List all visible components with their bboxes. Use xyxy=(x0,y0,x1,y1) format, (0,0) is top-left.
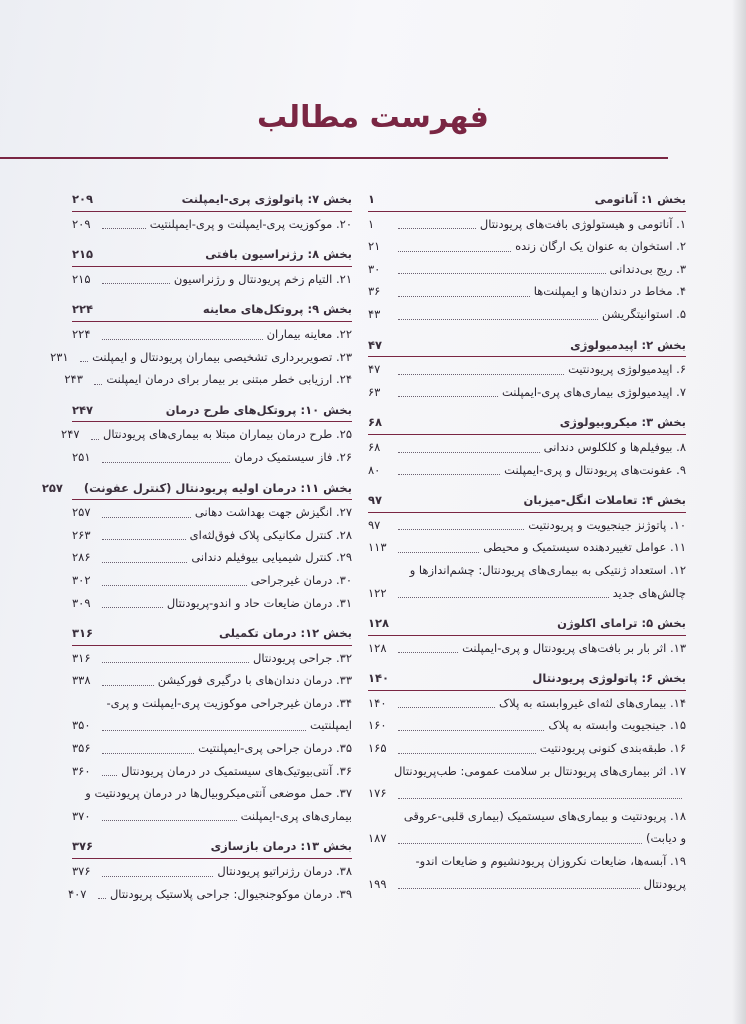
section-title: بخش ۱۱: درمان اولیه پریودنتال (کنترل عفونت) xyxy=(83,480,352,495)
section-title: بخش ۳: میکروبیولوژی xyxy=(559,415,686,430)
title-underline xyxy=(0,157,668,159)
page-number: ۱۲۸ xyxy=(368,640,387,655)
toc-entry-text: ۳۷. حمل موضعی آنتی‌میکروبیال‌ها در درمان پریودنتیت و xyxy=(85,786,352,801)
section-title: بخش ۱۳: درمان بازسازی xyxy=(210,839,352,854)
toc-entry-line xyxy=(368,760,686,783)
toc-entry[interactable] xyxy=(72,569,352,592)
page-number: ۱ xyxy=(368,192,376,206)
toc-entry-text: ۲۸. کنترل مکانیکی پلاک فوق‌لثه‌ای xyxy=(189,527,352,542)
toc-entry[interactable] xyxy=(67,883,352,906)
toc-entry-text: ۲۹. کنترل شیمیایی بیوفیلم دندانی xyxy=(191,550,352,565)
page-number: ۴۷ xyxy=(368,337,383,352)
section-spacer xyxy=(368,659,686,667)
page-number: ۳۷۶ xyxy=(72,839,94,854)
page-number: ۱۲۲ xyxy=(368,585,387,600)
leader-dots xyxy=(102,517,191,518)
toc-section-heading[interactable] xyxy=(72,622,352,646)
toc-section-heading[interactable] xyxy=(368,612,686,636)
page-number: ۱۶۵ xyxy=(368,741,387,756)
toc-entry-text: ۳۸. درمان رژنراتیو پریودنتال xyxy=(217,864,352,879)
toc-entry[interactable] xyxy=(72,323,352,346)
page-number: ۳۷۰ xyxy=(72,808,91,823)
toc-entry[interactable] xyxy=(368,827,686,850)
section-spacer xyxy=(72,827,352,835)
page-number: ۹۷ xyxy=(368,517,381,532)
leader-dots xyxy=(398,296,530,297)
toc-entry-text: ۳۲. جراحی پریودنتال xyxy=(252,650,352,665)
toc-entry-text: ۲۵. طرح درمان بیماران مبتلا به بیماری‌های پریودنتال xyxy=(103,427,352,442)
leader-dots xyxy=(102,775,117,776)
toc-entry[interactable] xyxy=(368,582,686,605)
page-number: ۱۱۳ xyxy=(368,540,387,555)
toc-entry[interactable] xyxy=(72,524,352,547)
toc-entry-text: ۳۳. درمان دندان‌های با درگیری فورکیشن xyxy=(157,673,352,688)
leader-dots xyxy=(398,251,511,252)
page-number: ۳۵۶ xyxy=(72,741,91,756)
toc-entry[interactable] xyxy=(72,805,352,828)
toc-section-heading[interactable] xyxy=(72,298,352,322)
section-spacer xyxy=(368,481,686,489)
leader-dots xyxy=(398,753,536,754)
toc-entry[interactable] xyxy=(368,459,686,482)
page-number: ۲۱ xyxy=(368,239,381,254)
toc-section-heading[interactable] xyxy=(368,411,686,435)
section-title: بخش ۶: پاتولوژی پریودنتال xyxy=(532,671,686,686)
leader-dots xyxy=(102,283,170,284)
toc-entry[interactable] xyxy=(64,368,352,391)
toc-entry-text: ۱۸. پریودنتیت و بیماری‌های سیستمیک (بیماری قلبی-عروقی xyxy=(403,808,686,823)
leader-dots xyxy=(102,585,247,586)
toc-entry[interactable] xyxy=(368,536,686,559)
toc-entry-text: ۱۴. بیماری‌های لثه‌ای غیروابسته به پلاک xyxy=(499,695,686,710)
toc-entry[interactable] xyxy=(72,737,352,760)
toc-entry[interactable] xyxy=(368,873,686,896)
toc-entry-line xyxy=(368,805,686,828)
toc-entry[interactable] xyxy=(72,592,352,615)
toc-entry-text: ۱۱. عوامل تغییردهنده سیستمیک و محیطی xyxy=(483,540,686,555)
toc-entry-text: ۸. بیوفیلم‌ها و کلکلوس دندانی xyxy=(543,439,686,454)
page-number: ۲۰۹ xyxy=(72,216,91,231)
page-number: ۹۷ xyxy=(368,493,383,508)
leader-dots xyxy=(398,396,498,397)
toc-entry-text: ۱۲. استعداد ژنتیکی به بیماری‌های پریودنتال: چشم‌اندازها و xyxy=(409,562,686,577)
page-number: ۲۶۳ xyxy=(72,527,91,542)
page-number: ۳۰۹ xyxy=(72,595,91,610)
section-spacer xyxy=(72,290,352,298)
leader-dots xyxy=(398,529,524,530)
toc-entry-text: ۷. اپیدمیولوژی بیماری‌های پری-ایمپلنت xyxy=(501,384,686,399)
toc-entry-text: بیماری‌های پری-ایمپلنت xyxy=(240,808,352,823)
toc-entry-text: ۲۷. انگیزش جهت بهداشت دهانی xyxy=(194,505,352,520)
toc-entry-text: ۲. استخوان به عنوان یک ارگان زنده xyxy=(515,239,686,254)
section-spacer xyxy=(72,235,352,243)
section-spacer xyxy=(368,403,686,411)
toc-entry-text: ۱۶. طبقه‌بندی کنونی پریودنتیت xyxy=(539,741,686,756)
toc-entry-line xyxy=(368,559,686,582)
toc-entry-text: ۶. اپیدمیولوژی پریودنتیت xyxy=(568,362,686,377)
leader-dots xyxy=(398,888,640,889)
toc-entry-text: ۳۵. درمان جراحی پری-ایمپلنتیت xyxy=(198,741,352,756)
toc-entry-text: ۱۷. اثر بیماری‌های پریودنتال بر سلامت عمومی: طب‌پریودنتال xyxy=(394,763,686,778)
page-number: ۱۴۰ xyxy=(368,695,387,710)
toc-entry-text: و دیابت) xyxy=(645,831,686,846)
toc-entry-text: ۳. ریج بی‌دندانی xyxy=(609,261,686,276)
toc-entry[interactable] xyxy=(368,303,686,326)
page-number: ۲۰۹ xyxy=(72,192,94,206)
leader-dots xyxy=(102,228,146,229)
toc-right-column xyxy=(368,188,686,895)
toc-entry[interactable] xyxy=(72,647,352,670)
page-number: ۲۴۷ xyxy=(61,427,80,442)
page-number: ۲۵۷ xyxy=(72,505,91,520)
leader-dots xyxy=(98,898,106,899)
leader-dots xyxy=(102,876,213,877)
leader-dots xyxy=(102,685,154,686)
page-number: ۱۹۹ xyxy=(368,876,387,891)
leader-dots xyxy=(398,707,495,708)
page-number: ۲۴۷ xyxy=(72,402,94,417)
toc-section-heading[interactable] xyxy=(72,835,352,859)
toc-entry-text: ۲۴. ارزیابی خطر مبتنی بر بیمار برای درمان ایمپلنت xyxy=(106,372,352,387)
toc-section-heading[interactable] xyxy=(72,243,352,267)
toc-entry-text: ۳۴. درمان غیرجراحی موکوزیت پری-ایمپلنت و پری- xyxy=(106,695,352,710)
page-number: ۳۶ xyxy=(368,284,381,299)
toc-entry[interactable] xyxy=(368,737,686,760)
section-title: بخش ۱۰: پروتکل‌های طرح درمان xyxy=(165,402,352,417)
leader-dots xyxy=(102,662,249,663)
toc-section-heading[interactable] xyxy=(72,188,352,212)
toc-entry[interactable] xyxy=(368,280,686,303)
section-title: بخش ۹: پروتکل‌های معاینه xyxy=(202,302,352,317)
toc-entry-text: ۲۶. فاز سیستمیک درمان xyxy=(234,449,352,464)
section-title: بخش ۵: ترامای اکلوژن xyxy=(557,616,686,631)
leader-dots xyxy=(398,798,682,799)
toc-section-heading[interactable] xyxy=(41,477,352,501)
toc-entry-text: ۲۱. التیام زخم پریودنتال و رژنراسیون xyxy=(173,271,352,286)
toc-section-heading[interactable] xyxy=(368,188,686,212)
page-number: ۳۱۶ xyxy=(72,650,91,665)
leader-dots xyxy=(398,474,500,475)
toc-entry[interactable] xyxy=(368,782,686,805)
toc-entry-text: ۹. عفونت‌های پریودنتال و پری-ایمپلنت xyxy=(504,462,686,477)
toc-entry[interactable] xyxy=(368,235,686,258)
leader-dots xyxy=(80,361,88,362)
leader-dots xyxy=(102,562,187,563)
toc-entry-line xyxy=(72,692,352,715)
page-number: ۸۰ xyxy=(368,462,381,477)
toc-entry[interactable] xyxy=(368,436,686,459)
toc-entry[interactable] xyxy=(72,714,352,737)
leader-dots xyxy=(102,730,306,731)
toc-entry-text: ۱۵. جینجیویت وابسته به پلاک xyxy=(548,718,686,733)
toc-entry-text: ۲۲. معاینه بیماران xyxy=(266,326,352,341)
toc-entry-text: ۳۹. درمان موکوجنجیوال: جراحی پلاستیک پریودنتال xyxy=(109,886,352,901)
toc-entry-line xyxy=(368,850,686,873)
leader-dots xyxy=(102,339,263,340)
page-number: ۶۸ xyxy=(368,415,383,430)
section-spacer xyxy=(72,614,352,622)
section-spacer xyxy=(368,604,686,612)
leader-dots xyxy=(398,843,642,844)
toc-entry[interactable] xyxy=(61,423,352,446)
leader-dots xyxy=(398,652,458,653)
toc-entry-text: ۲۳. تصویربرداری تشخیصی بیماران پریودنتال و ایمپلنت xyxy=(92,349,352,364)
toc-entry[interactable] xyxy=(72,213,352,236)
toc-section-heading[interactable] xyxy=(368,667,686,691)
page-number: ۶۸ xyxy=(368,439,381,454)
page-number: ۲۳۱ xyxy=(50,349,69,364)
toc-entry[interactable] xyxy=(72,860,352,883)
page-number: ۳۰ xyxy=(368,261,381,276)
section-title: بخش ۱: آناتومی xyxy=(594,192,686,206)
page-number: ۳۱۶ xyxy=(72,626,94,641)
leader-dots xyxy=(398,552,479,553)
leader-dots xyxy=(398,228,476,229)
section-spacer xyxy=(72,391,352,399)
section-spacer xyxy=(368,326,686,334)
toc-entry-text: ۱۹. آبسه‌ها، ضایعات نکروزان پریودنشیوم و ضایعات اندو- xyxy=(415,854,686,869)
page-number: ۲۱۵ xyxy=(72,247,94,262)
toc-entry-text: ایمپلنتیت xyxy=(309,718,352,733)
page-number: ۱ xyxy=(368,216,375,231)
page-number: ۴۷ xyxy=(368,362,381,377)
page-edge-shadow xyxy=(732,0,746,1024)
toc-entry-line xyxy=(72,782,352,805)
leader-dots xyxy=(398,374,564,375)
toc-entry-text: ۲۰. موکوزیت پری-ایمپلنت و پری-ایمپلنتیت xyxy=(149,216,352,231)
page-number: ۱۴۰ xyxy=(368,671,390,686)
leader-dots xyxy=(102,462,230,463)
page-number: ۲۴۳ xyxy=(64,372,83,387)
toc-entry[interactable] xyxy=(368,714,686,737)
leader-dots xyxy=(91,439,99,440)
toc-entry[interactable] xyxy=(72,446,352,469)
page-number: ۴۰۷ xyxy=(67,886,87,901)
toc-entry[interactable] xyxy=(72,268,352,291)
toc-section-heading[interactable] xyxy=(368,489,686,513)
toc-entry[interactable] xyxy=(368,637,686,660)
section-title: بخش ۲: اپیدمیولوژی xyxy=(570,337,686,352)
toc-entry[interactable] xyxy=(368,514,686,537)
leader-dots xyxy=(102,820,237,821)
page-number: ۳۷۶ xyxy=(72,864,91,879)
page-number: ۳۰۲ xyxy=(72,572,91,587)
page-number: ۴۳ xyxy=(368,306,381,321)
page-number: ۱۲۸ xyxy=(368,616,390,631)
page-number: ۲۵۱ xyxy=(72,449,91,464)
section-title: بخش ۱۲: درمان تکمیلی xyxy=(218,626,352,641)
page-number: ۲۸۶ xyxy=(72,550,91,565)
toc-entry-text: چالش‌های جدید xyxy=(612,585,686,600)
toc-entry[interactable] xyxy=(368,692,686,715)
page-number: ۶۳ xyxy=(368,384,381,399)
toc-entry-text: پریودنتال xyxy=(643,876,686,891)
leader-dots xyxy=(94,384,102,385)
toc-entry-text: ۱۳. اثر بار بر بافت‌های پریودنتال و پری-ایمپلنت xyxy=(462,640,686,655)
toc-entry-text: ۳۱. درمان ضایعات حاد و اندو-پریودنتال xyxy=(166,595,352,610)
page-title: فهرست مطالب xyxy=(257,100,489,135)
toc-entry[interactable] xyxy=(368,258,686,281)
page-number: ۱۷۶ xyxy=(368,786,387,801)
toc-entry[interactable] xyxy=(72,669,352,692)
section-spacer xyxy=(72,469,352,477)
toc-entry-text: ۱۰. پاتوژنز جینجیویت و پریودنتیت xyxy=(528,517,686,532)
leader-dots xyxy=(398,597,609,598)
toc-section-heading[interactable] xyxy=(72,399,352,423)
toc-left-column xyxy=(41,188,352,905)
toc-entry[interactable] xyxy=(368,358,686,381)
page-number: ۲۵۷ xyxy=(41,480,63,495)
toc-entry[interactable] xyxy=(72,501,352,524)
toc-entry[interactable] xyxy=(72,546,352,569)
toc-section-heading[interactable] xyxy=(368,334,686,358)
toc-entry-text: ۳۶. آنتی‌بیوتیک‌های سیستمیک در درمان پریودنتال xyxy=(121,763,352,778)
toc-entry[interactable] xyxy=(368,213,686,236)
page-number: ۱۸۷ xyxy=(368,831,387,846)
toc-entry-text: ۴. مخاط در دندان‌ها و ایمپلنت‌ها xyxy=(533,284,686,299)
toc-entry-text: ۳۰. درمان غیرجراحی xyxy=(250,572,352,587)
page-number: ۲۲۴ xyxy=(72,302,94,317)
toc-entry[interactable] xyxy=(72,760,352,783)
toc-entry-text: ۵. استوانیتگریشن xyxy=(602,306,686,321)
leader-dots xyxy=(398,452,540,453)
leader-dots xyxy=(398,730,544,731)
section-title: بخش ۴: تعاملات انگل-میزبان xyxy=(523,493,686,508)
leader-dots xyxy=(398,319,598,320)
section-title: بخش ۷: پاتولوژی پری-ایمپلنت xyxy=(181,192,352,206)
page-number: ۲۲۴ xyxy=(72,326,91,341)
leader-dots xyxy=(102,539,186,540)
toc-entry[interactable] xyxy=(50,346,352,369)
page-number: ۲۱۵ xyxy=(72,271,91,286)
page-number: ۳۵۰ xyxy=(72,718,91,733)
page-number: ۳۶۰ xyxy=(72,763,91,778)
page-number: ۳۳۸ xyxy=(72,673,91,688)
leader-dots xyxy=(102,753,194,754)
section-title: بخش ۸: رژنراسیون بافتی xyxy=(205,247,352,262)
toc-entry[interactable] xyxy=(368,381,686,404)
leader-dots xyxy=(398,273,606,274)
leader-dots xyxy=(102,607,163,608)
page-number: ۱۶۰ xyxy=(368,718,387,733)
toc-entry-text: ۱. آناتومی و هیستولوژی بافت‌های پریودنتال xyxy=(479,216,686,231)
